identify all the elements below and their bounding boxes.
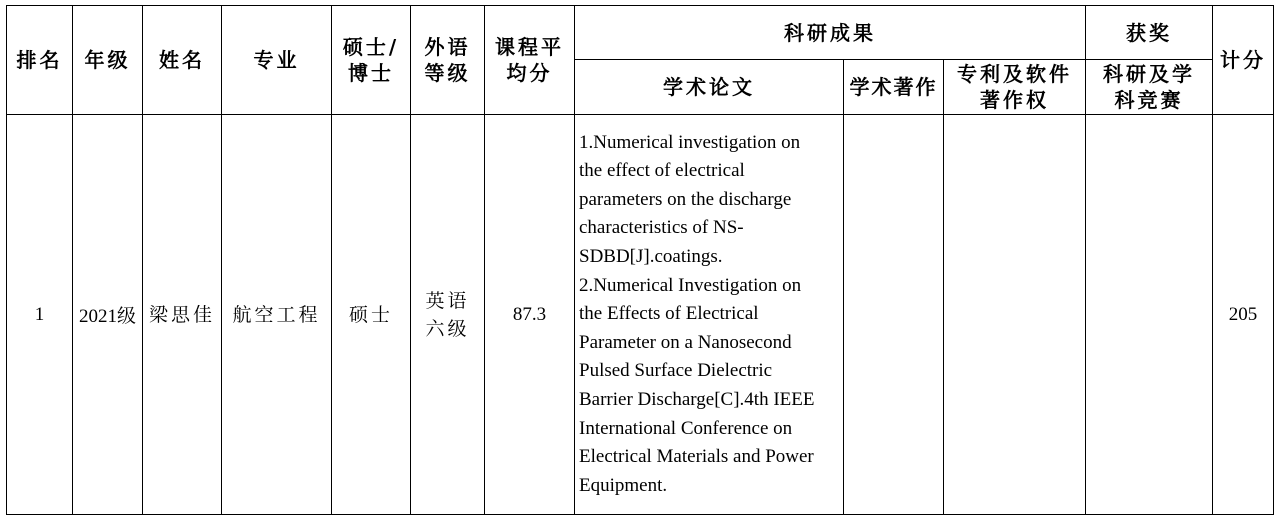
cell-papers — [575, 115, 844, 515]
header-degree — [332, 6, 411, 115]
header-patents — [944, 60, 1086, 115]
cell-gpa: 87.3 — [485, 115, 575, 515]
paper-line: the Effects of Electrical — [579, 303, 759, 325]
paper-line: 1.Numerical investigation on — [579, 131, 801, 153]
header-patents-line2: 著作权 — [980, 88, 1049, 112]
cell-language — [411, 115, 485, 515]
header-row-1 — [7, 6, 1274, 60]
header-name: 姓名 — [143, 6, 222, 115]
cell-rank: 1 — [7, 115, 73, 515]
header-gpa-line2: 均分 — [506, 61, 553, 85]
header-papers: 学术论文 — [575, 60, 844, 115]
header-rank: 排名 — [7, 6, 73, 115]
paper-line: Parameter on a Nanosecond — [579, 331, 792, 353]
cell-books — [844, 115, 944, 515]
cell-major: 航空工程 — [222, 115, 332, 515]
header-language — [411, 6, 485, 115]
paper-line: Equipment. — [579, 474, 668, 496]
paper-line: International Conference on — [579, 417, 793, 439]
header-patents-line1: 专利及软件 — [957, 62, 1072, 86]
cell-name: 梁思佳 — [143, 115, 222, 515]
cell-total: 205 — [1213, 115, 1274, 515]
ranking-table — [6, 5, 1274, 515]
table-container — [6, 5, 1274, 515]
paper-line: characteristics of NS- — [579, 217, 744, 239]
cell-grade: 2021级 — [73, 115, 143, 515]
header-gpa — [485, 6, 575, 115]
header-major: 专业 — [222, 6, 332, 115]
paper-line: SDBD[J].coatings. — [579, 246, 723, 268]
header-total: 计分 — [1213, 6, 1274, 115]
cell-patents — [944, 115, 1086, 515]
paper-line: the effect of electrical — [579, 160, 745, 182]
header-language-line2: 等级 — [424, 61, 471, 85]
header-language-line1: 外语 — [424, 35, 471, 59]
cell-degree: 硕士 — [332, 115, 411, 515]
header-competitions-line2: 科竞赛 — [1114, 88, 1184, 112]
cell-language-line1: 英语 — [425, 289, 470, 312]
header-degree-line1: 硕士/ — [342, 35, 400, 59]
paper-line: 2.Numerical Investigation on — [579, 274, 802, 296]
header-research: 科研成果 — [575, 6, 1086, 60]
header-competitions-line1: 科研及学 — [1103, 62, 1195, 86]
header-gpa-line1: 课程平 — [495, 35, 564, 59]
header-degree-line2: 博士 — [348, 61, 394, 85]
header-books: 学术著作 — [844, 60, 944, 115]
table-row — [7, 115, 1274, 515]
paper-line: parameters on the discharge — [579, 188, 792, 210]
header-competitions — [1086, 60, 1213, 115]
header-awards: 获奖 — [1086, 6, 1213, 60]
paper-line: Barrier Discharge[C].4th IEEE — [579, 388, 815, 410]
header-grade: 年级 — [73, 6, 143, 115]
paper-line: Pulsed Surface Dielectric — [579, 360, 773, 382]
cell-competitions — [1086, 115, 1213, 515]
cell-language-line2: 六级 — [425, 317, 470, 340]
paper-line: Electrical Materials and Power — [579, 446, 814, 468]
